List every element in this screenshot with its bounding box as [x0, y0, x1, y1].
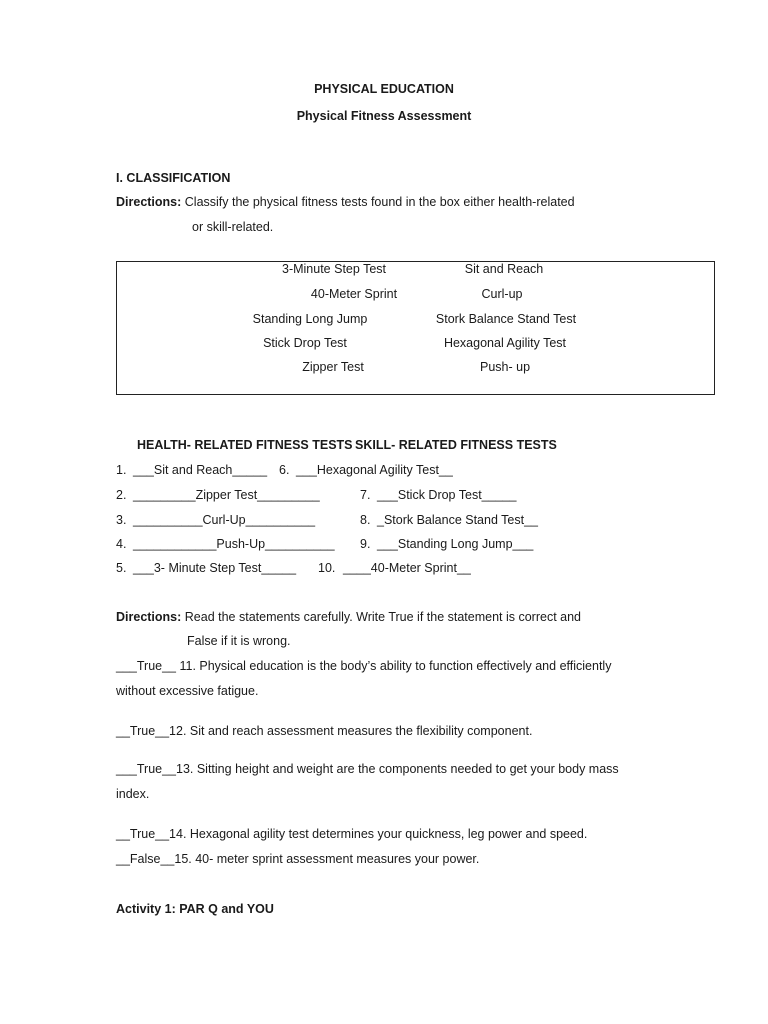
health-answer: _________Zipper Test_________	[133, 488, 320, 502]
answer-number: 9.	[360, 537, 371, 551]
answer-number: 4.	[116, 537, 127, 551]
answer-number: 3.	[116, 513, 127, 527]
statement-text: 15. 40- meter sprint assessment measures your power.	[174, 852, 480, 866]
directions-line1	[116, 194, 575, 210]
true-false-directions-line2: False if it is wrong.	[187, 634, 291, 648]
directions-text: Classify the physical fitness tests found in the box either health-related	[181, 195, 575, 209]
box-left-item: 40-Meter Sprint	[310, 287, 398, 301]
statement-text: 12. Sit and reach assessment measures the flexibility component.	[169, 724, 533, 738]
health-answer: ___3- Minute Step Test_____	[133, 561, 297, 575]
statement-text: 14. Hexagonal agility test determines your quickness, leg power and speed.	[169, 827, 588, 841]
box-right-item: Hexagonal Agility Test	[443, 336, 567, 350]
directions-label: Directions:	[116, 610, 182, 624]
statement-answer: ___True__	[116, 762, 176, 776]
statement-text: 11. Physical education is the body’s ability to function effectively and efficiently	[176, 659, 612, 673]
skill-answer: ___Stick Drop Test_____	[377, 488, 517, 502]
statement-continuation: index.	[116, 787, 150, 801]
answer-number: 7.	[360, 488, 371, 502]
statement-text: 13. Sitting height and weight are the components needed to get your body mass	[176, 762, 619, 776]
box-right-item: Stork Balance Stand Test	[435, 312, 577, 326]
box-right-item: Push- up	[479, 360, 531, 374]
directions-label: Directions:	[116, 195, 182, 209]
statement-item	[116, 761, 619, 777]
skill-answer: ___Standing Long Jump___	[377, 537, 534, 551]
statement-item	[116, 851, 479, 867]
answer-number: 6.	[279, 463, 290, 477]
statement-item	[116, 658, 650, 674]
statement-answer: __True__	[116, 724, 170, 738]
document-subtitle: Physical Fitness Assessment	[296, 109, 472, 123]
skill-answer: ___Hexagonal Agility Test__	[296, 463, 453, 477]
statement-item	[116, 723, 532, 739]
box-left-item: Stick Drop Test	[263, 336, 347, 350]
box-left-item: 3-Minute Step Test	[282, 262, 386, 276]
answer-number: 8.	[360, 513, 371, 527]
skill-answer: _Stork Balance Stand Test__	[377, 513, 538, 527]
statement-answer: ___True__	[116, 659, 176, 673]
answer-number: 2.	[116, 488, 127, 502]
box-left-item: Standing Long Jump	[252, 312, 368, 326]
health-answer: ____________Push-Up__________	[133, 537, 335, 551]
statement-item	[116, 826, 587, 842]
statement-continuation: without excessive fatigue.	[116, 684, 259, 698]
box-right-item: Sit and Reach	[464, 262, 544, 276]
directions-line2: or skill-related.	[192, 220, 274, 234]
directions-text: Read the statements carefully. Write True if the statement is correct and	[181, 610, 582, 624]
answer-number: 10.	[318, 561, 336, 575]
skill-answer: ____40-Meter Sprint__	[343, 561, 471, 575]
box-left-item: Zipper Test	[302, 360, 364, 374]
section-heading: I. CLASSIFICATION	[116, 171, 231, 185]
health-related-header: HEALTH- RELATED FITNESS TESTS	[137, 438, 353, 452]
statement-answer: __False__	[116, 852, 175, 866]
document-title: PHYSICAL EDUCATION	[314, 82, 454, 96]
health-answer: __________Curl-Up__________	[133, 513, 316, 527]
answer-number: 5.	[116, 561, 127, 575]
health-answer: ___Sit and Reach_____	[133, 463, 268, 477]
answer-number: 1.	[116, 463, 127, 477]
skill-related-header: SKILL- RELATED FITNESS TESTS	[355, 438, 557, 452]
statement-answer: __True__	[116, 827, 170, 841]
activity-heading: Activity 1: PAR Q and YOU	[116, 902, 274, 916]
box-right-item: Curl-up	[481, 287, 523, 301]
true-false-directions-line1	[116, 609, 581, 625]
